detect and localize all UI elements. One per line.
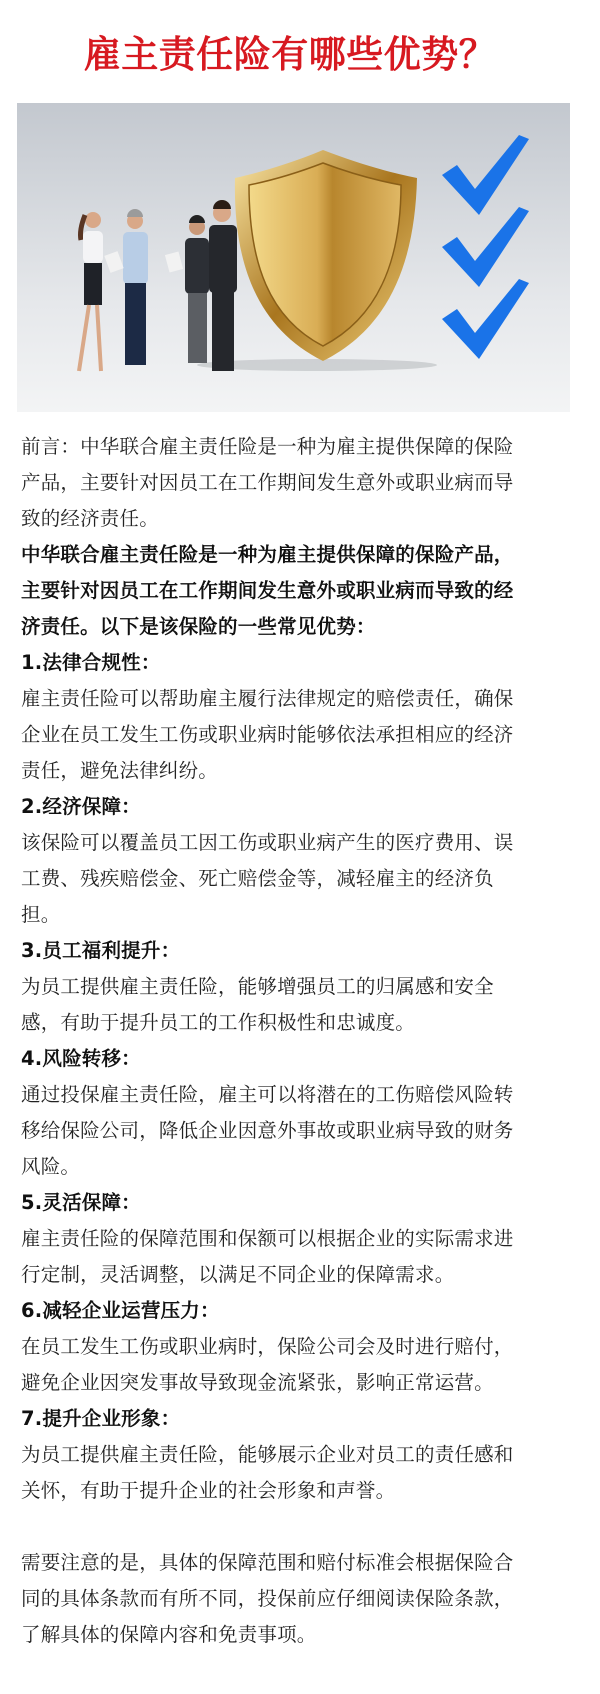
text-line: 雇主责任险可以帮助雇主履行法律规定的赔偿责任，确保 [21,687,514,710]
text-line: 了解具体的保障内容和免责事项。 [21,1623,317,1646]
note-paragraph [21,1545,581,1653]
text-line: 需要注意的是，具体的保障范围和赔付标准会根据保险合 [21,1551,514,1574]
text-line: 担。 [21,903,61,926]
text-line: 行定制，灵活调整，以满足不同企业的保障需求。 [21,1263,455,1286]
text-line: 避免企业因突发事故导致现金流紧张，影响正常运营。 [21,1371,494,1394]
advantage-section [21,1401,581,1509]
section-heading: 1.法律合规性： [21,651,161,674]
advantage-section [21,1041,581,1185]
advantage-section [21,789,581,933]
spacer [21,1509,581,1545]
text-line: 产品，主要针对因员工在工作期间发生意外或职业病而导 [21,471,514,494]
advantage-section [21,645,581,789]
text-line: 同的具体条款而有所不同，投保前应仔细阅读保险条款， [21,1587,514,1610]
text-line: 为员工提供雇主责任险，能够展示企业对员工的责任感和 [21,1443,514,1466]
section-heading: 3.员工福利提升： [21,939,181,962]
advantage-section [21,1185,581,1293]
section-heading: 2.经济保障： [21,795,141,818]
section-heading: 7.提升企业形象： [21,1407,181,1430]
text-line: 在员工发生工伤或职业病时，保险公司会及时进行赔付， [21,1335,514,1358]
advantage-sections [21,645,581,1509]
summary-paragraph [21,537,581,645]
section-heading: 4.风险转移： [21,1047,141,1070]
text-line: 风险。 [21,1155,81,1178]
text-line: 该保险可以覆盖员工因工伤或职业病产生的医疗费用、误 [21,831,514,854]
advantage-section [21,1293,581,1401]
text-line: 企业在员工发生工伤或职业病时能够依法承担相应的经济 [21,723,514,746]
text-line: 致的经济责任。 [21,507,159,530]
intro-paragraph [21,429,581,537]
text-line: 责任，避免法律纠纷。 [21,759,219,782]
article-body [21,429,581,1653]
text-line: 中华联合雇主责任险是一种为雇主提供保障的保险产品， [21,543,514,566]
text-line: 主要针对因员工在工作期间发生意外或职业病而导致的经 [21,579,514,602]
text-line: 关怀，有助于提升企业的社会形象和声誉。 [21,1479,396,1502]
section-heading: 5.灵活保障： [21,1191,141,1214]
text-line: 为员工提供雇主责任险，能够增强员工的归属感和安全 [21,975,494,998]
text-line: 感，有助于提升员工的工作积极性和忠诚度。 [21,1011,416,1034]
text-line: 雇主责任险的保障范围和保额可以根据企业的实际需求进 [21,1227,514,1250]
text-line: 济责任。以下是该保险的一些常见优势： [21,615,376,638]
advantage-section [21,933,581,1041]
text-line: 通过投保雇主责任险，雇主可以将潜在的工伤赔偿风险转 [21,1083,514,1106]
text-line: 工费、残疾赔偿金、死亡赔偿金等，减轻雇主的经济负 [21,867,494,890]
section-heading: 6.减轻企业运营压力： [21,1299,220,1322]
hero-image [17,103,570,412]
page-title: 雇主责任险有哪些优势？ [83,33,497,76]
text-line: 移给保险公司，降低企业因意外事故或职业病导致的财务 [21,1119,514,1142]
text-line: 前言：中华联合雇主责任险是一种为雇主提供保障的保险 [21,435,514,458]
